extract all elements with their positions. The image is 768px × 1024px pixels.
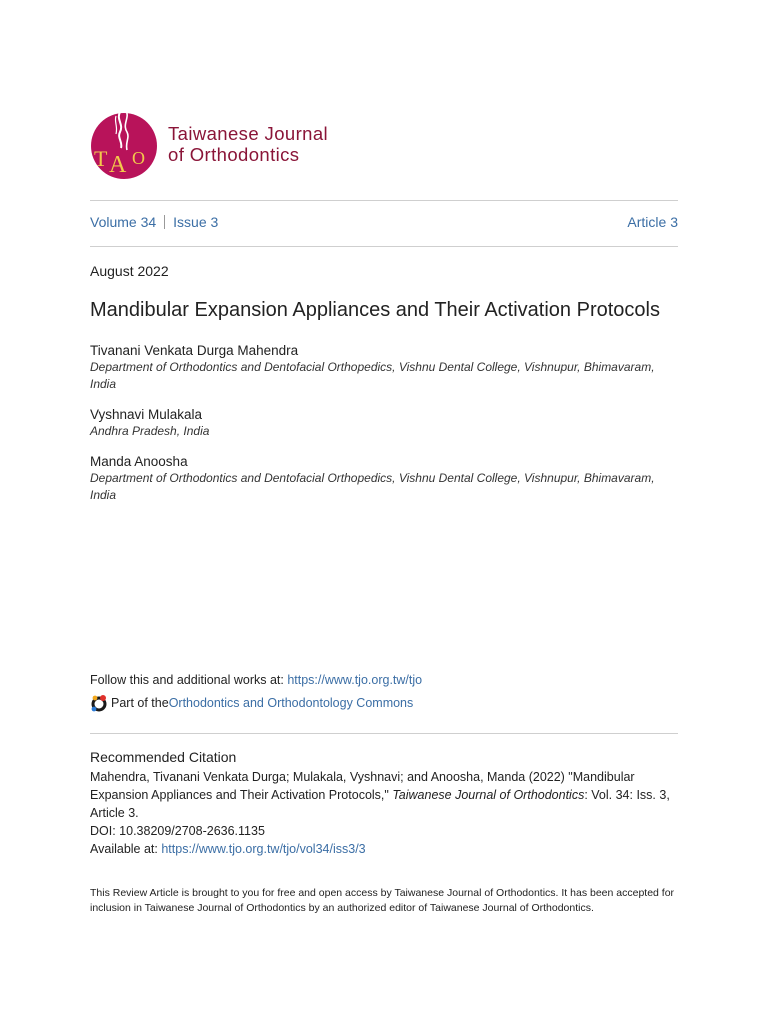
author-list bbox=[90, 342, 678, 517]
journal-name bbox=[168, 123, 328, 165]
author-item bbox=[90, 453, 678, 504]
citation-doi: DOI: 10.38209/2708-2636.1135 bbox=[90, 824, 265, 838]
citation-authors-title: Mahendra, Tivanani Venkata Durga; Mulakala, Vyshnavi; and Anoosha, Manda (2022) "Mandibular Expansion Appliances and Their Activation Protocols," bbox=[90, 770, 635, 802]
journal-name-line1: Taiwanese Journal bbox=[168, 123, 329, 144]
journal-logo[interactable] bbox=[90, 108, 328, 180]
volume-link[interactable]: Volume 34 bbox=[90, 214, 157, 230]
citation-block bbox=[90, 768, 678, 858]
divider-top bbox=[90, 200, 678, 201]
tjo-logo-icon bbox=[90, 108, 158, 180]
divider-issue bbox=[90, 246, 678, 247]
author-affiliation: Department of Orthodontics and Dentofacial Orthopedics, Vishnu Dental College, Vishnupur, Bhimavaram, India bbox=[90, 471, 655, 502]
recommended-citation-heading: Recommended Citation bbox=[90, 749, 237, 765]
open-access-note: This Review Article is brought to you for free and open access by Taiwanese Journal of Orthodontics. It has been accepted for inclusion in Taiwanese Journal of Orthodontics by an authorized editor of Taiwanese Journal of Orthodontics. bbox=[90, 887, 675, 914]
citation-available bbox=[90, 840, 678, 858]
network-icon bbox=[90, 694, 108, 712]
available-label: Available at: bbox=[90, 842, 162, 856]
author-affiliation: Department of Orthodontics and Dentofacial Orthopedics, Vishnu Dental College, Vishnupur, Bhimavaram, India bbox=[90, 360, 655, 391]
svg-text:A: A bbox=[109, 152, 127, 178]
author-item bbox=[90, 342, 678, 393]
citation-journal: Taiwanese Journal of Orthodontics bbox=[392, 788, 585, 802]
follow-line bbox=[90, 673, 422, 687]
author-item bbox=[90, 406, 678, 440]
citation-text bbox=[90, 768, 678, 822]
issue-bar bbox=[90, 214, 678, 230]
divider-citation bbox=[90, 733, 678, 734]
svg-text:O: O bbox=[132, 148, 145, 168]
follow-label: Follow this and additional works at: bbox=[90, 673, 288, 687]
issue-separator bbox=[164, 215, 165, 229]
part-of-line bbox=[90, 694, 413, 712]
author-name: Manda Anoosha bbox=[90, 454, 188, 469]
issue-link[interactable]: Issue 3 bbox=[173, 214, 219, 230]
part-of-label: Part of the bbox=[111, 696, 169, 710]
article-link[interactable]: Article 3 bbox=[627, 214, 678, 230]
article-title: Mandibular Expansion Appliances and Their Activation Protocols bbox=[90, 299, 660, 321]
citation-volume: : Vol. 34: Iss. 3, Article 3. bbox=[90, 788, 670, 820]
svg-text:T: T bbox=[94, 146, 108, 171]
journal-name-line2: of Orthodontics bbox=[168, 144, 300, 165]
author-affiliation: Andhra Pradesh, India bbox=[90, 424, 210, 438]
commons-link[interactable]: Orthodontics and Orthodontology Commons bbox=[168, 696, 414, 710]
follow-url-link[interactable]: https://www.tjo.org.tw/tjo bbox=[287, 673, 423, 687]
publication-date: August 2022 bbox=[90, 263, 169, 279]
available-url-link[interactable]: https://www.tjo.org.tw/tjo/vol34/iss3/3 bbox=[161, 842, 366, 856]
author-name: Tivanani Venkata Durga Mahendra bbox=[90, 343, 299, 358]
author-name: Vyshnavi Mulakala bbox=[90, 407, 203, 422]
